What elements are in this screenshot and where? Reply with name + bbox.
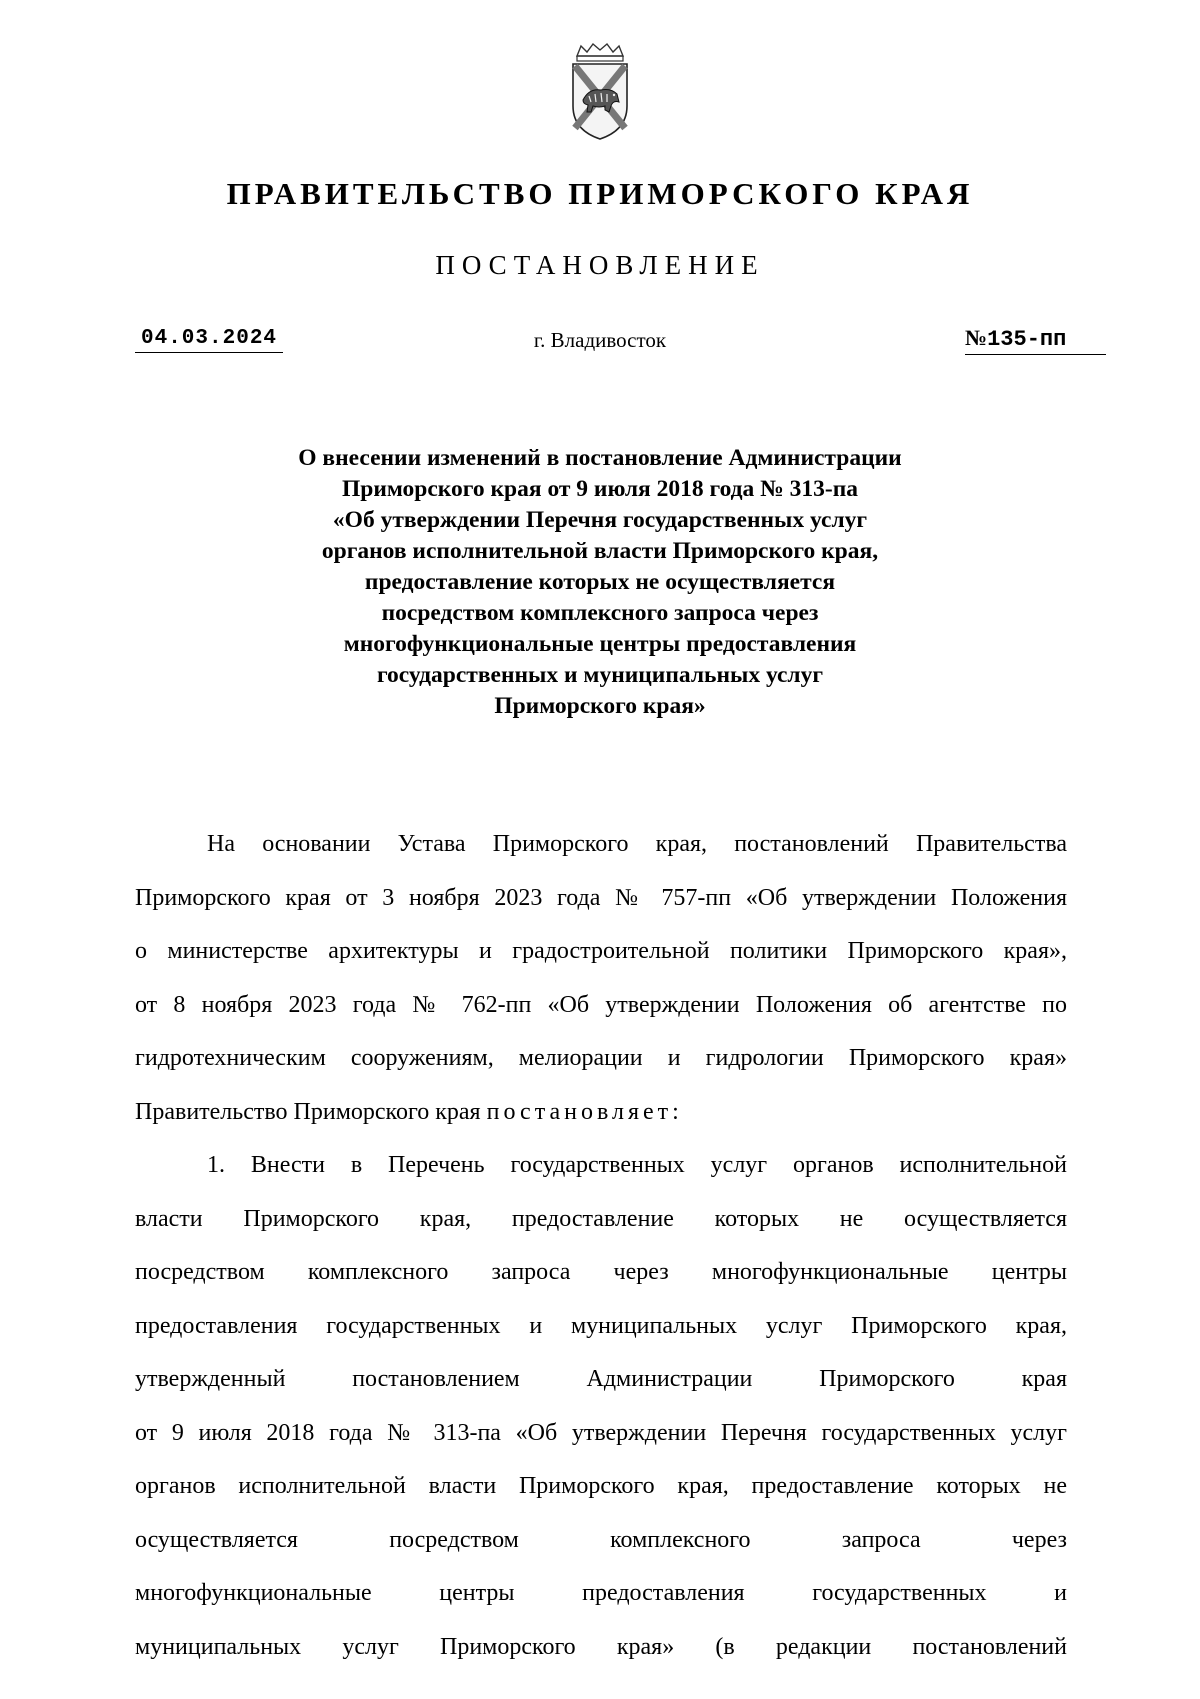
body-line: посредством комплексного запроса через многофункциональные центры xyxy=(135,1259,1067,1285)
body-line: органов исполнительной власти Приморского края, предоставление которых не xyxy=(135,1473,1067,1499)
body-line: муниципальных услуг Приморского края» (в редакции постановлений xyxy=(135,1633,1067,1660)
document-body xyxy=(135,818,1067,1674)
subject-line: многофункциональные центры предоставления xyxy=(343,631,857,657)
organization-title: ПРАВИТЕЛЬСТВО ПРИМОРСКОГО КРАЯ xyxy=(226,176,974,211)
body-line: о министерстве архитектуры и градостроительной политики Приморского края», xyxy=(135,938,1067,964)
document-number xyxy=(965,325,1106,355)
subject-line: органов исполнительной власти Приморского края, xyxy=(321,538,879,564)
document-subject xyxy=(150,443,1050,722)
subject-line: Приморского края» xyxy=(494,693,706,719)
body-line: многофункциональные центры предоставления государственных и xyxy=(135,1580,1067,1606)
subject-line: государственных и муниципальных услуг xyxy=(376,662,824,688)
body-line: На основании Устава Приморского края, постановлений Правительства xyxy=(207,831,1067,857)
subject-line: посредством комплексного запроса через xyxy=(381,600,819,626)
body-line xyxy=(135,1086,1067,1140)
number-value: 135-пп xyxy=(987,327,1067,352)
body-line: предоставления государственных и муниципальных услуг Приморского края, xyxy=(135,1312,1067,1339)
body-line: 1. Внести в Перечень государственных услуг органов исполнительной xyxy=(207,1152,1067,1178)
coat-of-arms-icon xyxy=(567,42,633,142)
body-line: власти Приморского края, предоставление которых не осуществляется xyxy=(135,1205,1067,1232)
subject-line: О внесении изменений в постановление Администрации xyxy=(298,445,902,471)
body-line: от 9 июля 2018 года № 313-па «Об утверждении Перечня государственных услуг xyxy=(135,1419,1067,1446)
document-date: 04.03.2024 xyxy=(135,327,283,353)
document-city: г. Владивосток xyxy=(533,328,667,352)
subject-line: «Об утверждении Перечня государственных услуг xyxy=(332,507,868,533)
body-line: утвержденный постановлением Администрации Приморского края xyxy=(135,1366,1067,1392)
subject-line: предоставление которых не осуществляется xyxy=(364,569,836,595)
body-line: осуществляется посредством комплексного запроса через xyxy=(135,1526,1067,1553)
body-line: от 8 ноября 2023 года № 762-пп «Об утверждении Положения об агентстве по xyxy=(135,991,1067,1018)
resolution-prefix: Правительство Приморского края xyxy=(135,1098,487,1125)
document-type: ПОСТАНОВЛЕНИЕ xyxy=(435,250,765,280)
resolution-keyword: постановляет: xyxy=(486,1098,683,1125)
number-prefix: № xyxy=(965,325,988,350)
subject-line: Приморского края от 9 июля 2018 года № 313-па xyxy=(341,476,859,502)
body-line: Приморского края от 3 ноября 2023 года № 757-пп «Об утверждении Положения xyxy=(135,884,1067,911)
body-line: гидротехническим сооружениям, мелиорации и гидрологии Приморского края» xyxy=(135,1045,1067,1071)
